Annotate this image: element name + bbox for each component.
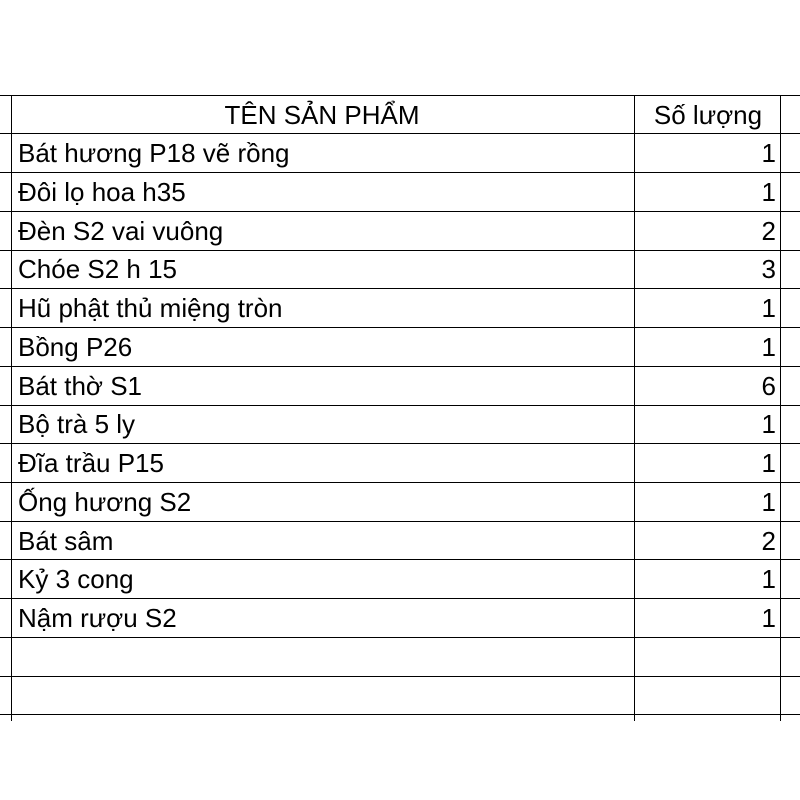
quantity-cell[interactable]: 2 bbox=[761, 216, 776, 246]
quantity-cell[interactable]: 1 bbox=[761, 564, 776, 594]
quantity-cell[interactable]: 1 bbox=[761, 138, 776, 168]
quantity-cell[interactable] bbox=[640, 677, 776, 715]
product-name-cell[interactable]: Chóe S2 h 15 bbox=[18, 254, 178, 284]
table-row bbox=[0, 328, 800, 366]
table-row bbox=[0, 173, 800, 211]
product-name-cell[interactable]: Đôi lọ hoa h35 bbox=[18, 177, 186, 207]
table-row bbox=[0, 677, 800, 715]
product-name-cell[interactable]: Ống hương S2 bbox=[18, 487, 192, 517]
table-row bbox=[0, 638, 800, 676]
product-name-cell[interactable] bbox=[18, 715, 630, 721]
quantity-cell[interactable]: 1 bbox=[761, 293, 776, 323]
table-row bbox=[0, 134, 800, 172]
table-row bbox=[0, 715, 800, 721]
table-row bbox=[0, 212, 800, 250]
table-row bbox=[0, 522, 800, 560]
quantity-cell[interactable] bbox=[640, 638, 776, 676]
product-name-cell[interactable]: Bát sâm bbox=[18, 526, 114, 556]
quantity-cell[interactable]: 3 bbox=[761, 254, 776, 284]
product-name-cell[interactable] bbox=[18, 638, 630, 676]
table-row bbox=[0, 444, 800, 482]
quantity-cell[interactable]: 1 bbox=[761, 332, 776, 362]
quantity-cell[interactable]: 2 bbox=[761, 526, 776, 556]
table-row bbox=[0, 367, 800, 405]
quantity-cell[interactable]: 1 bbox=[761, 603, 776, 633]
product-name-cell[interactable]: Bồng P26 bbox=[18, 332, 133, 362]
product-name-cell[interactable]: Đĩa trầu P15 bbox=[18, 448, 164, 478]
table-row bbox=[0, 483, 800, 521]
header-row bbox=[0, 96, 800, 134]
table-row bbox=[0, 289, 800, 327]
quantity-cell[interactable] bbox=[640, 715, 776, 721]
quantity-cell[interactable]: 1 bbox=[761, 448, 776, 478]
product-name-cell[interactable]: Bát hương P18 vẽ rồng bbox=[18, 138, 290, 168]
product-name-cell[interactable]: Nậm rượu S2 bbox=[18, 603, 177, 633]
product-name-cell[interactable] bbox=[18, 677, 630, 715]
table-row bbox=[0, 599, 800, 637]
product-name-cell[interactable]: Đèn S2 vai vuông bbox=[18, 216, 224, 246]
table-row bbox=[0, 250, 800, 288]
table-row bbox=[0, 405, 800, 443]
product-name-cell[interactable]: Kỷ 3 cong bbox=[18, 564, 134, 594]
product-name-cell[interactable]: Bộ trà 5 ly bbox=[18, 409, 136, 439]
quantity-cell[interactable]: 1 bbox=[761, 487, 776, 517]
quantity-cell[interactable]: 1 bbox=[761, 177, 776, 207]
product-name-cell[interactable]: Hũ phật thủ miệng tròn bbox=[18, 293, 283, 323]
column-header-quantity[interactable]: Số lượng bbox=[653, 100, 763, 130]
quantity-cell[interactable]: 1 bbox=[761, 409, 776, 439]
column-header-product-name[interactable]: TÊN SẢN PHẨM bbox=[224, 100, 420, 130]
table-row bbox=[0, 560, 800, 598]
product-table bbox=[0, 95, 800, 721]
quantity-cell[interactable]: 6 bbox=[761, 371, 776, 401]
product-name-cell[interactable]: Bát thờ S1 bbox=[18, 371, 143, 401]
